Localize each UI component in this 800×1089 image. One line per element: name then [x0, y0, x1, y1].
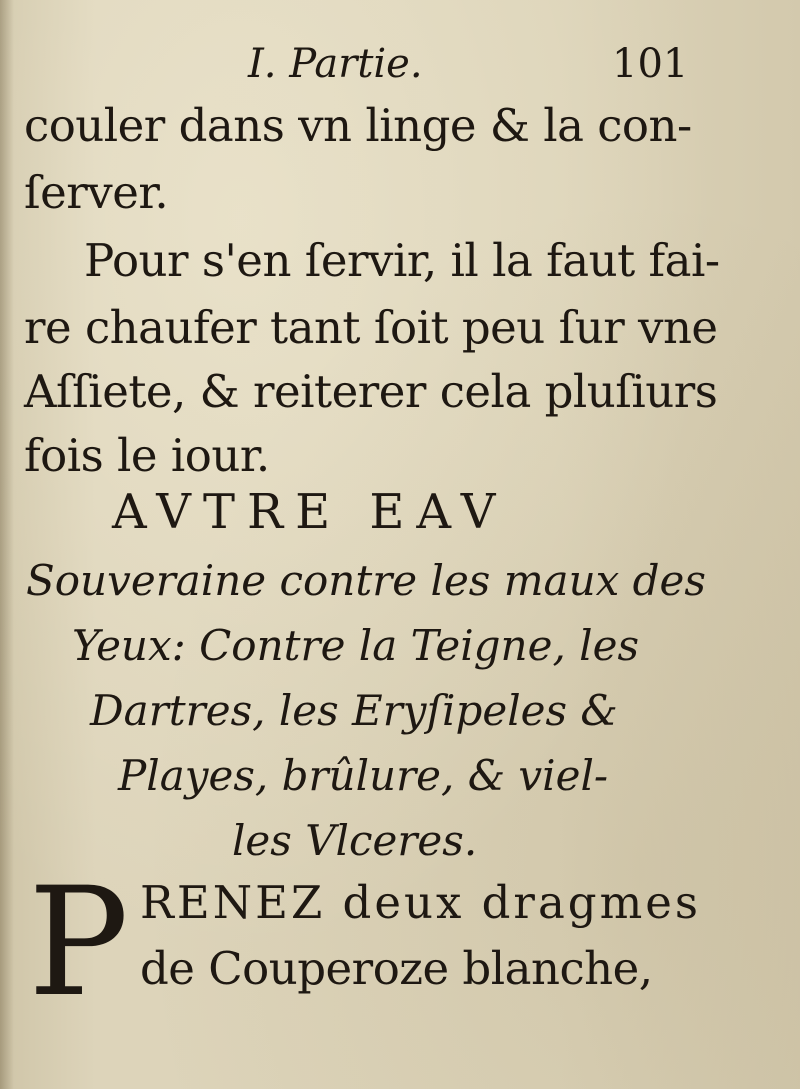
subtitle-line-4: Playes, brûlure, & viel- — [118, 751, 609, 800]
subtitle-line-3: Dartres, les Eryſipeles & — [90, 686, 618, 735]
page-number: 101 — [612, 41, 689, 87]
body-line-5: Aſſiete, & reiterer cela pluſiurs — [24, 365, 718, 418]
subtitle-line-5: les Vlceres. — [232, 816, 478, 865]
body-line-2: ſerver. — [24, 166, 169, 219]
recipe-line-2: de Couperoze blanche, — [140, 942, 653, 995]
page-gutter-shadow — [0, 0, 14, 1089]
recipe-line-1: RENEZ deux dragmes — [140, 876, 701, 929]
section-heading: AVTRE EAV — [112, 484, 508, 540]
running-header-title: I. Partie. — [248, 41, 423, 87]
body-line-6: fois le iour. — [24, 429, 270, 482]
body-line-4: re chaufer tant ſoit peu ſur vne — [24, 301, 718, 354]
body-line-3: Pour s'en ſervir, il la faut fai- — [84, 234, 720, 287]
drop-cap-letter: P — [28, 856, 129, 1030]
subtitle-line-1: Souveraine contre les maux des — [26, 556, 706, 605]
subtitle-line-2: Yeux: Contre la Teigne, les — [72, 621, 639, 670]
body-line-1: couler dans vn linge & la con- — [24, 99, 692, 152]
